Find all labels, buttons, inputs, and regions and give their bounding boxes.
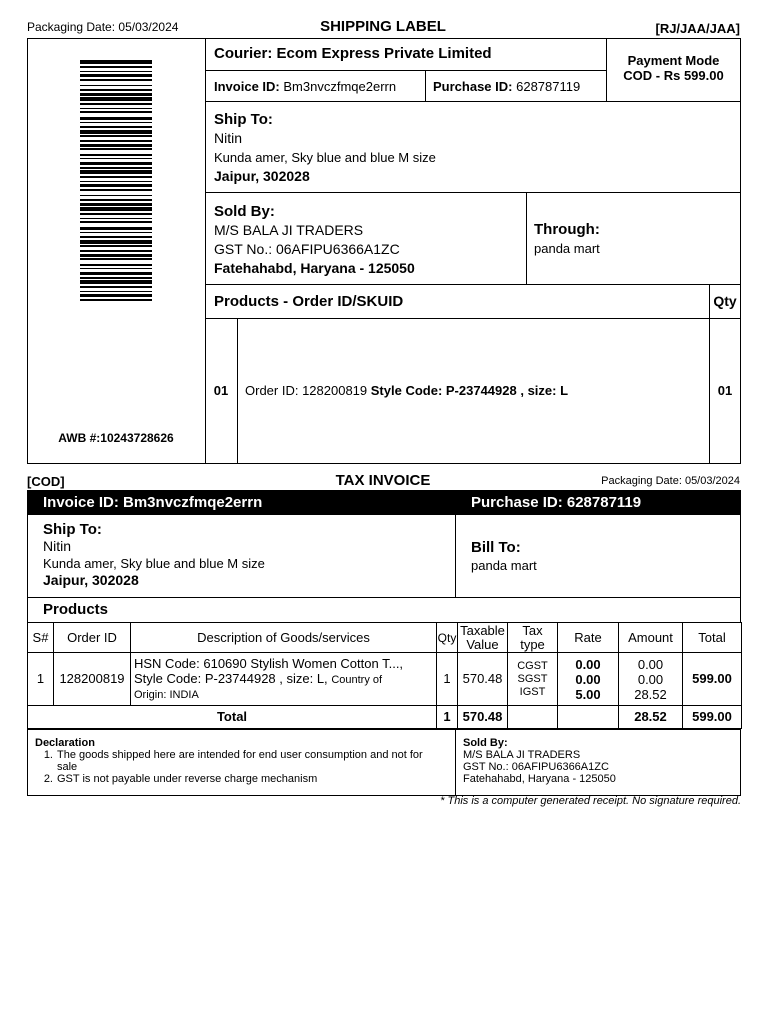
table-row: 1 128200819 HSN Code: 610690 Stylish Women Cotton T..., Style Code: P-23744928 , size: L, Country of Origin: INDIA 1 570.48 CGST SGST IGST 0.00 0.00 5.00 0.00 0.00 28.52 599.00 [28,653,742,706]
invoice-products-heading: Products [43,601,109,618]
route-code: [RJ/JAA/JAA] [655,21,740,36]
col-rate: Rate [558,623,619,653]
col-order-id: Order ID [54,623,131,653]
invoice-ship-to: Ship To: Nitin Kunda amer, Sky blue and blue M size Jaipur, 302028 [43,521,265,588]
label-invoice-id: Invoice ID: Bm3nvczfmqe2errn [214,79,397,94]
declaration: Declaration 1. The goods shipped here are intended for end user consumption and not for sale 2. GST is not payable under reverse charge mechanism [35,737,423,785]
qty-heading: Qty [713,293,737,309]
awb-number: AWB #:10243728626 [58,431,174,445]
invoice-sold-by: Sold By: M/S BALA JI TRADERS GST No.: 06AFIPU6366A1ZC Fatehahabd, Haryana - 125050 [463,737,616,785]
packaging-date: Packaging Date: 05/03/2024 [27,20,179,34]
payment-mode: Payment Mode COD - Rs 599.00 [623,53,724,83]
product-line: Order ID: 128200819 Style Code: P-23744928 , size: L [245,383,569,398]
invoice-table-header [28,623,742,653]
col-sno: S# [28,623,54,653]
label-purchase-id: Purchase ID: 628787119 [433,79,581,94]
shipping-label-title: SHIPPING LABEL [320,18,446,35]
row-tax-types: CGST SGST IGST [508,653,558,706]
totals-row: Total 1 570.48 28.52 599.00 [28,706,742,729]
invoice-header-bar [27,490,741,514]
invoice-id: Invoice ID: Bm3nvczfmqe2errn [43,494,263,511]
cod-tag: [COD] [27,474,65,489]
courier-name: Courier: Ecom Express Private Limited [214,45,492,62]
label-through: Through: panda mart [534,221,600,256]
products-heading: Products - Order ID/SKUID [214,293,404,310]
invoice-purchase-id: Purchase ID: 628787119 [471,494,642,511]
col-tax-type: Tax type [508,623,558,653]
col-taxable: Taxable Value [458,623,508,653]
row-rates: 0.00 0.00 5.00 [558,653,619,706]
product-index: 01 [213,383,229,398]
product-qty: 01 [717,383,733,398]
row-description: HSN Code: 610690 Stylish Women Cotton T..., Style Code: P-23744928 , size: L, Country of Origin: INDIA [131,653,437,706]
tax-invoice-title: TAX INVOICE [335,472,431,489]
invoice-table [27,622,742,729]
invoice-packaging-date: Packaging Date: 05/03/2024 [601,475,740,487]
col-description: Description of Goods/services [131,623,437,653]
label-ship-to: Ship To: Nitin Kunda amer, Sky blue and blue M size Jaipur, 302028 [214,111,436,184]
barcode [80,60,152,406]
invoice-bill-to: Bill To: panda mart [471,539,537,573]
label-sold-by: Sold By: M/S BALA JI TRADERS GST No.: 06AFIPU6366A1ZC Fatehahabd, Haryana - 125050 [214,203,415,276]
col-amount: Amount [619,623,683,653]
col-total: Total [683,623,742,653]
row-amounts: 0.00 0.00 28.52 [619,653,683,706]
footer-note: * This is a computer generated receipt. No signature required. [440,795,741,807]
col-qty: Qty [437,623,458,653]
